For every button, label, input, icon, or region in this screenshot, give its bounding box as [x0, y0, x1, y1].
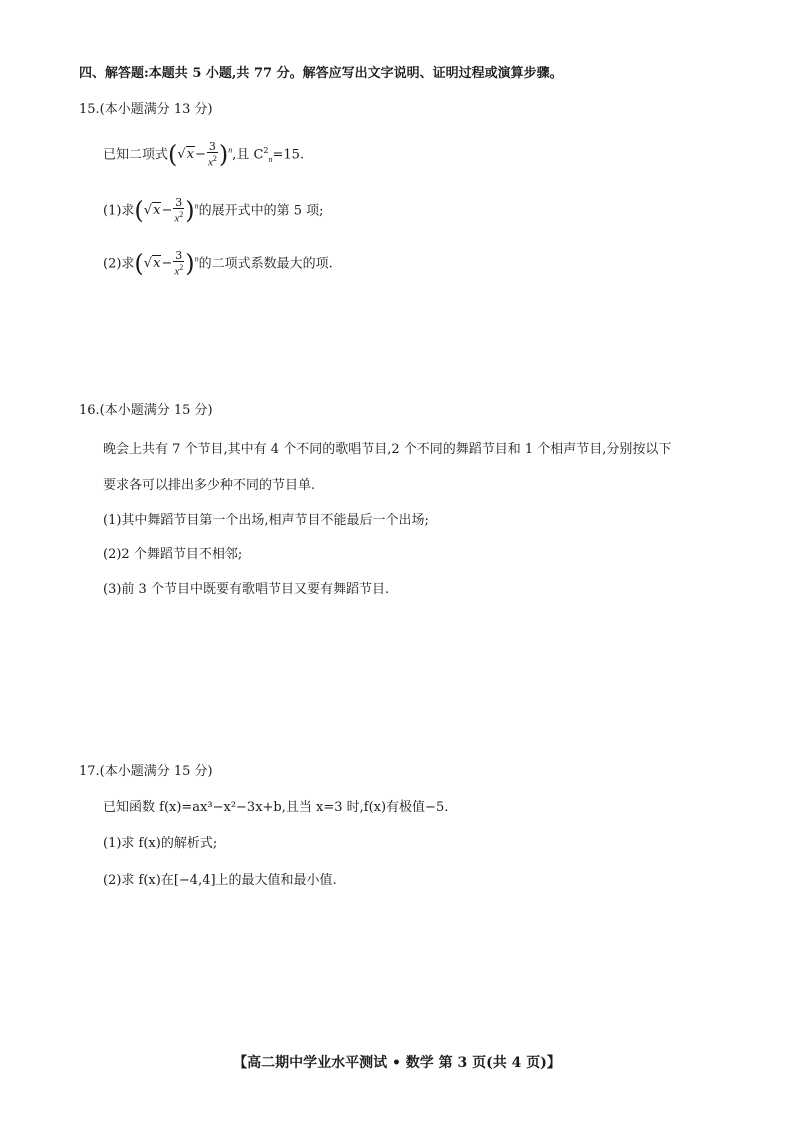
q16-stem-line2: 要求各可以排出多少种不同的节目单.	[103, 478, 316, 493]
q17-title: 17.(本小题满分 15 分)	[79, 764, 213, 779]
q15-part1: (1)求(√x− $\frac{3}{x^2}$ )$^n$的展开式中的第 5 项;	[103, 196, 324, 225]
binomial-expression: (√x− $\frac{3}{x^2}$ )$^n$	[134, 196, 199, 225]
q17-stem: 已知函数 f(x)=ax³−x²−3x+b,且当 x=3 时,f(x)有极值−5.	[103, 800, 449, 815]
section-heading: 四、解答题:本题共 5 小题,共 77 分。解答应写出文字说明、证明过程或演算步骤。	[79, 66, 563, 81]
q17-part1: (1)求 f(x)的解析式;	[103, 836, 218, 851]
q16-part2: (2)2 个舞蹈节目不相邻;	[103, 547, 243, 562]
combination-superscript: 2	[263, 146, 269, 155]
q16-stem-line1: 晚会上共有 7 个节目,其中有 4 个不同的歌唱节目,2 个不同的舞蹈节目和 1 个相声节目,分别按以下	[103, 442, 672, 457]
q17-part2: (2)求 f(x)在[−4,4]上的最大值和最小值.	[103, 873, 337, 888]
binomial-expression: (√x− $\frac{3}{x^2}$ )$^n$	[168, 140, 233, 169]
q16-part1: (1)其中舞蹈节目第一个出场,相声节目不能最后一个出场;	[103, 513, 429, 528]
q16-part3: (3)前 3 个节目中既要有歌唱节目又要有舞蹈节目.	[103, 582, 390, 597]
q16-title: 16.(本小题满分 15 分)	[79, 403, 213, 418]
q15-stem	[103, 141, 304, 170]
q15-part2: (2)求(√x− $\frac{3}{x^2}$ )$^n$的二项式系数最大的项.	[103, 249, 333, 278]
q15-title: 15.(本小题满分 13 分)	[79, 102, 213, 117]
combination-subscript: n	[268, 154, 273, 164]
page-footer: 【高二期中学业水平测试 • 数学 第 3 页(共 4 页)】	[233, 1055, 561, 1071]
q15-stem-prefix: 已知二项式	[103, 147, 169, 163]
q15-stem-suffix: ,且 C	[232, 147, 264, 163]
q15-stem-equation: =15.	[272, 147, 305, 163]
binomial-expression: (√x− $\frac{3}{x^2}$ )$^n$	[134, 249, 199, 278]
